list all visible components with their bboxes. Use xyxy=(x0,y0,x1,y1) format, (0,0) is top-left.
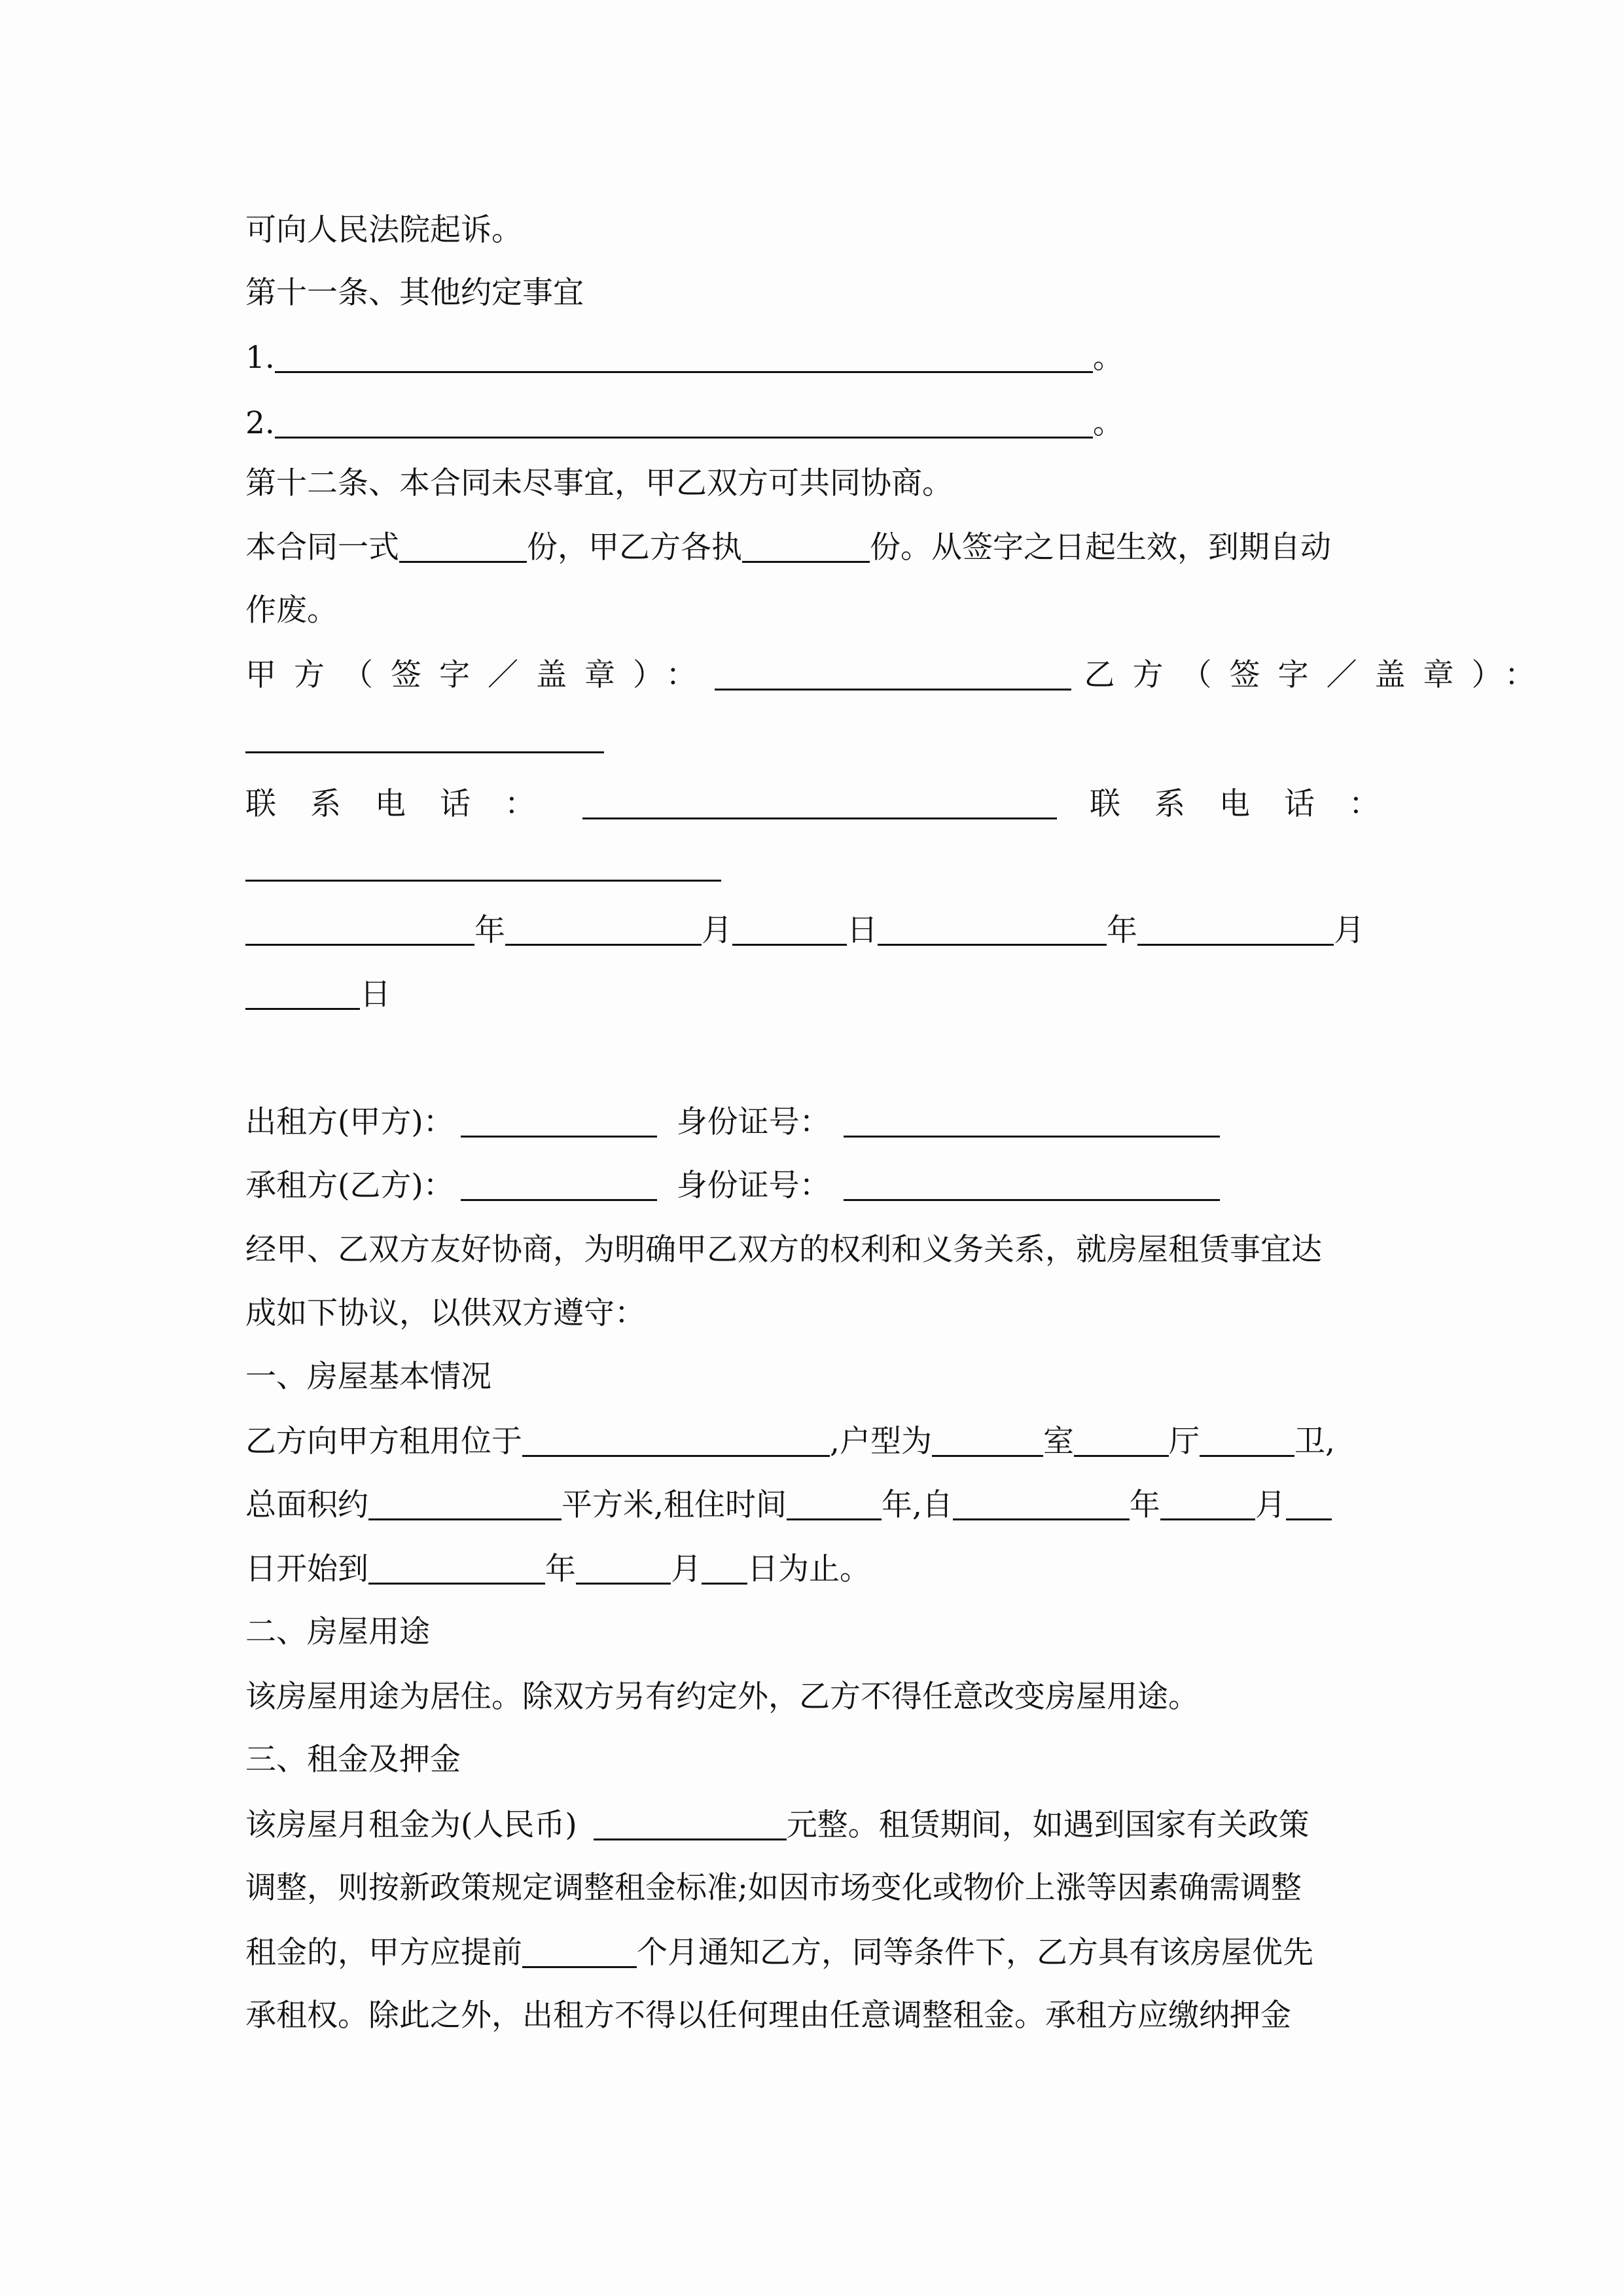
start-month-blank[interactable] xyxy=(1160,1490,1255,1520)
lessor-name-blank[interactable] xyxy=(461,1107,657,1138)
party-a-sign-blank[interactable] xyxy=(715,660,1071,691)
section-3-line-1 xyxy=(245,1806,1381,1845)
party-b-phone-label: 联系电话： xyxy=(1090,786,1414,822)
lessor-label: 出租方(甲方)： xyxy=(245,1104,454,1140)
year-label-a: 年 xyxy=(474,912,505,948)
item-2-end: 。 xyxy=(1092,405,1124,441)
lessor-id-blank[interactable] xyxy=(844,1107,1220,1138)
section-1-title: 一、房屋基本情况 xyxy=(245,1359,491,1395)
day-label-a: 日 xyxy=(847,912,878,948)
copies-text-3: 份。从签字之日起生效，到期自动 xyxy=(870,529,1331,565)
end-day-label: 日为止。 xyxy=(747,1551,870,1587)
party-a-phone-blank[interactable] xyxy=(582,789,1057,819)
section-2-body: 该房屋用途为居住。除双方另有约定外，乙方不得任意改变房屋用途。 xyxy=(245,1679,1199,1715)
section-3-line-4: 承租权。除此之外，出租方不得以任何理由任意调整租金。承租方应缴纳押金 xyxy=(245,1998,1291,2034)
party-a-phone-label: 联系电话： xyxy=(245,786,569,822)
party-a-month-blank[interactable] xyxy=(505,915,702,946)
end-month-label: 月 xyxy=(671,1551,702,1587)
end-month-blank[interactable] xyxy=(576,1554,671,1585)
area-blank[interactable] xyxy=(368,1490,562,1520)
article-12: 第十二条、本合同未尽事宜，甲乙双方可共同协商。 xyxy=(245,465,953,501)
section-1-line-2 xyxy=(245,1486,1381,1525)
month-label-a: 月 xyxy=(702,912,732,948)
copies-line-2: 作废。 xyxy=(245,592,338,628)
rooms-label: 室 xyxy=(1043,1424,1074,1460)
copies-text-2: 份，甲乙方各执 xyxy=(527,529,742,565)
notice-label: 租金的，甲方应提前 xyxy=(245,1935,522,1971)
monthly-rent-blank[interactable] xyxy=(594,1810,787,1840)
location-blank[interactable] xyxy=(522,1426,830,1457)
total-copies-blank[interactable] xyxy=(399,532,527,563)
party-a-day-blank[interactable] xyxy=(732,915,847,946)
party-b-sign-label: 乙方（签字／盖章）： xyxy=(1084,657,1553,693)
party-b-sign-blank[interactable] xyxy=(245,751,604,753)
signature-line xyxy=(245,656,1553,695)
item-1-blank[interactable] xyxy=(275,342,1093,373)
section-1-line-1 xyxy=(245,1422,1381,1462)
notice-months-blank[interactable] xyxy=(522,1937,637,1968)
term-label: 平方米,租住时间 xyxy=(562,1487,787,1523)
article-11-title: 第十一条、其他约定事宜 xyxy=(245,275,584,311)
each-copies-blank[interactable] xyxy=(742,532,870,563)
halls-blank[interactable] xyxy=(1074,1426,1169,1457)
layout-label: ,户型为 xyxy=(830,1424,932,1460)
section-1-line-3 xyxy=(245,1550,1381,1589)
month-label-b: 月 xyxy=(1334,912,1364,948)
year-label-b: 年 xyxy=(1107,912,1137,948)
copies-line xyxy=(245,528,1381,567)
lessee-line xyxy=(245,1166,1381,1206)
halls-label: 厅 xyxy=(1168,1424,1200,1460)
article-11-item-1 xyxy=(245,338,1381,378)
continuation-text: 可向人民法院起诉。 xyxy=(245,212,522,248)
intro-line-1: 经甲、乙双方友好协商，为明确甲乙双方的权利和义务关系，就房屋租赁事宜达 xyxy=(245,1232,1322,1268)
location-label: 乙方向甲方租用位于 xyxy=(245,1424,522,1460)
start-month-label: 月 xyxy=(1255,1487,1286,1523)
lessee-id-blank[interactable] xyxy=(844,1170,1220,1201)
start-year-label: 年 xyxy=(1129,1487,1160,1523)
rent-label: 该房屋月租金为(人民币) xyxy=(245,1807,577,1843)
date-line xyxy=(245,911,1381,950)
from-label: 年,自 xyxy=(881,1487,953,1523)
party-b-phone-blank[interactable] xyxy=(245,880,721,882)
item-2-prefix: 2. xyxy=(245,405,275,441)
copies-text-1: 本合同一式 xyxy=(245,529,399,565)
date-line-2 xyxy=(245,975,1381,1014)
article-11-item-2 xyxy=(245,404,1381,443)
section-3-title: 三、租金及押金 xyxy=(245,1742,461,1778)
area-label: 总面积约 xyxy=(245,1487,368,1523)
rent-text: 元整。租赁期间，如遇到国家有关政策 xyxy=(786,1807,1310,1843)
start-year-blank[interactable] xyxy=(953,1490,1130,1520)
lessor-line xyxy=(245,1103,1381,1142)
baths-label: 卫, xyxy=(1294,1424,1335,1460)
party-a-sign-label: 甲方（签字／盖章）： xyxy=(245,657,715,693)
lessee-label: 承租方(乙方)： xyxy=(245,1168,454,1204)
party-b-day-blank[interactable] xyxy=(245,979,360,1010)
lessee-name-blank[interactable] xyxy=(461,1170,657,1201)
intro-line-2: 成如下协议，以供双方遵守： xyxy=(245,1295,645,1331)
party-a-year-blank[interactable] xyxy=(245,915,474,946)
start-day-label: 日开始到 xyxy=(245,1551,368,1587)
day-label-b: 日 xyxy=(360,977,391,1013)
end-year-label: 年 xyxy=(545,1551,576,1587)
term-years-blank[interactable] xyxy=(787,1490,882,1520)
end-year-blank[interactable] xyxy=(368,1554,545,1585)
lessor-id-label: 身份证号： xyxy=(676,1104,830,1140)
party-b-year-blank[interactable] xyxy=(878,915,1107,946)
end-day-blank[interactable] xyxy=(702,1554,747,1585)
lessee-id-label: 身份证号： xyxy=(676,1168,830,1204)
section-2-title: 二、房屋用途 xyxy=(245,1614,430,1650)
item-2-blank[interactable] xyxy=(275,408,1093,439)
phone-line xyxy=(245,785,1414,824)
notice-text: 个月通知乙方，同等条件下，乙方具有该房屋优先 xyxy=(637,1935,1313,1971)
baths-blank[interactable] xyxy=(1200,1426,1294,1457)
item-1-end: 。 xyxy=(1092,340,1124,376)
party-b-month-blank[interactable] xyxy=(1137,915,1334,946)
start-day-blank[interactable] xyxy=(1286,1490,1332,1520)
item-1-prefix: 1. xyxy=(245,340,275,376)
section-3-line-3 xyxy=(245,1933,1381,1973)
rooms-blank[interactable] xyxy=(932,1426,1043,1457)
section-3-line-2: 调整，则按新政策规定调整租金标准;如因市场变化或物价上涨等因素确需调整 xyxy=(245,1870,1302,1906)
